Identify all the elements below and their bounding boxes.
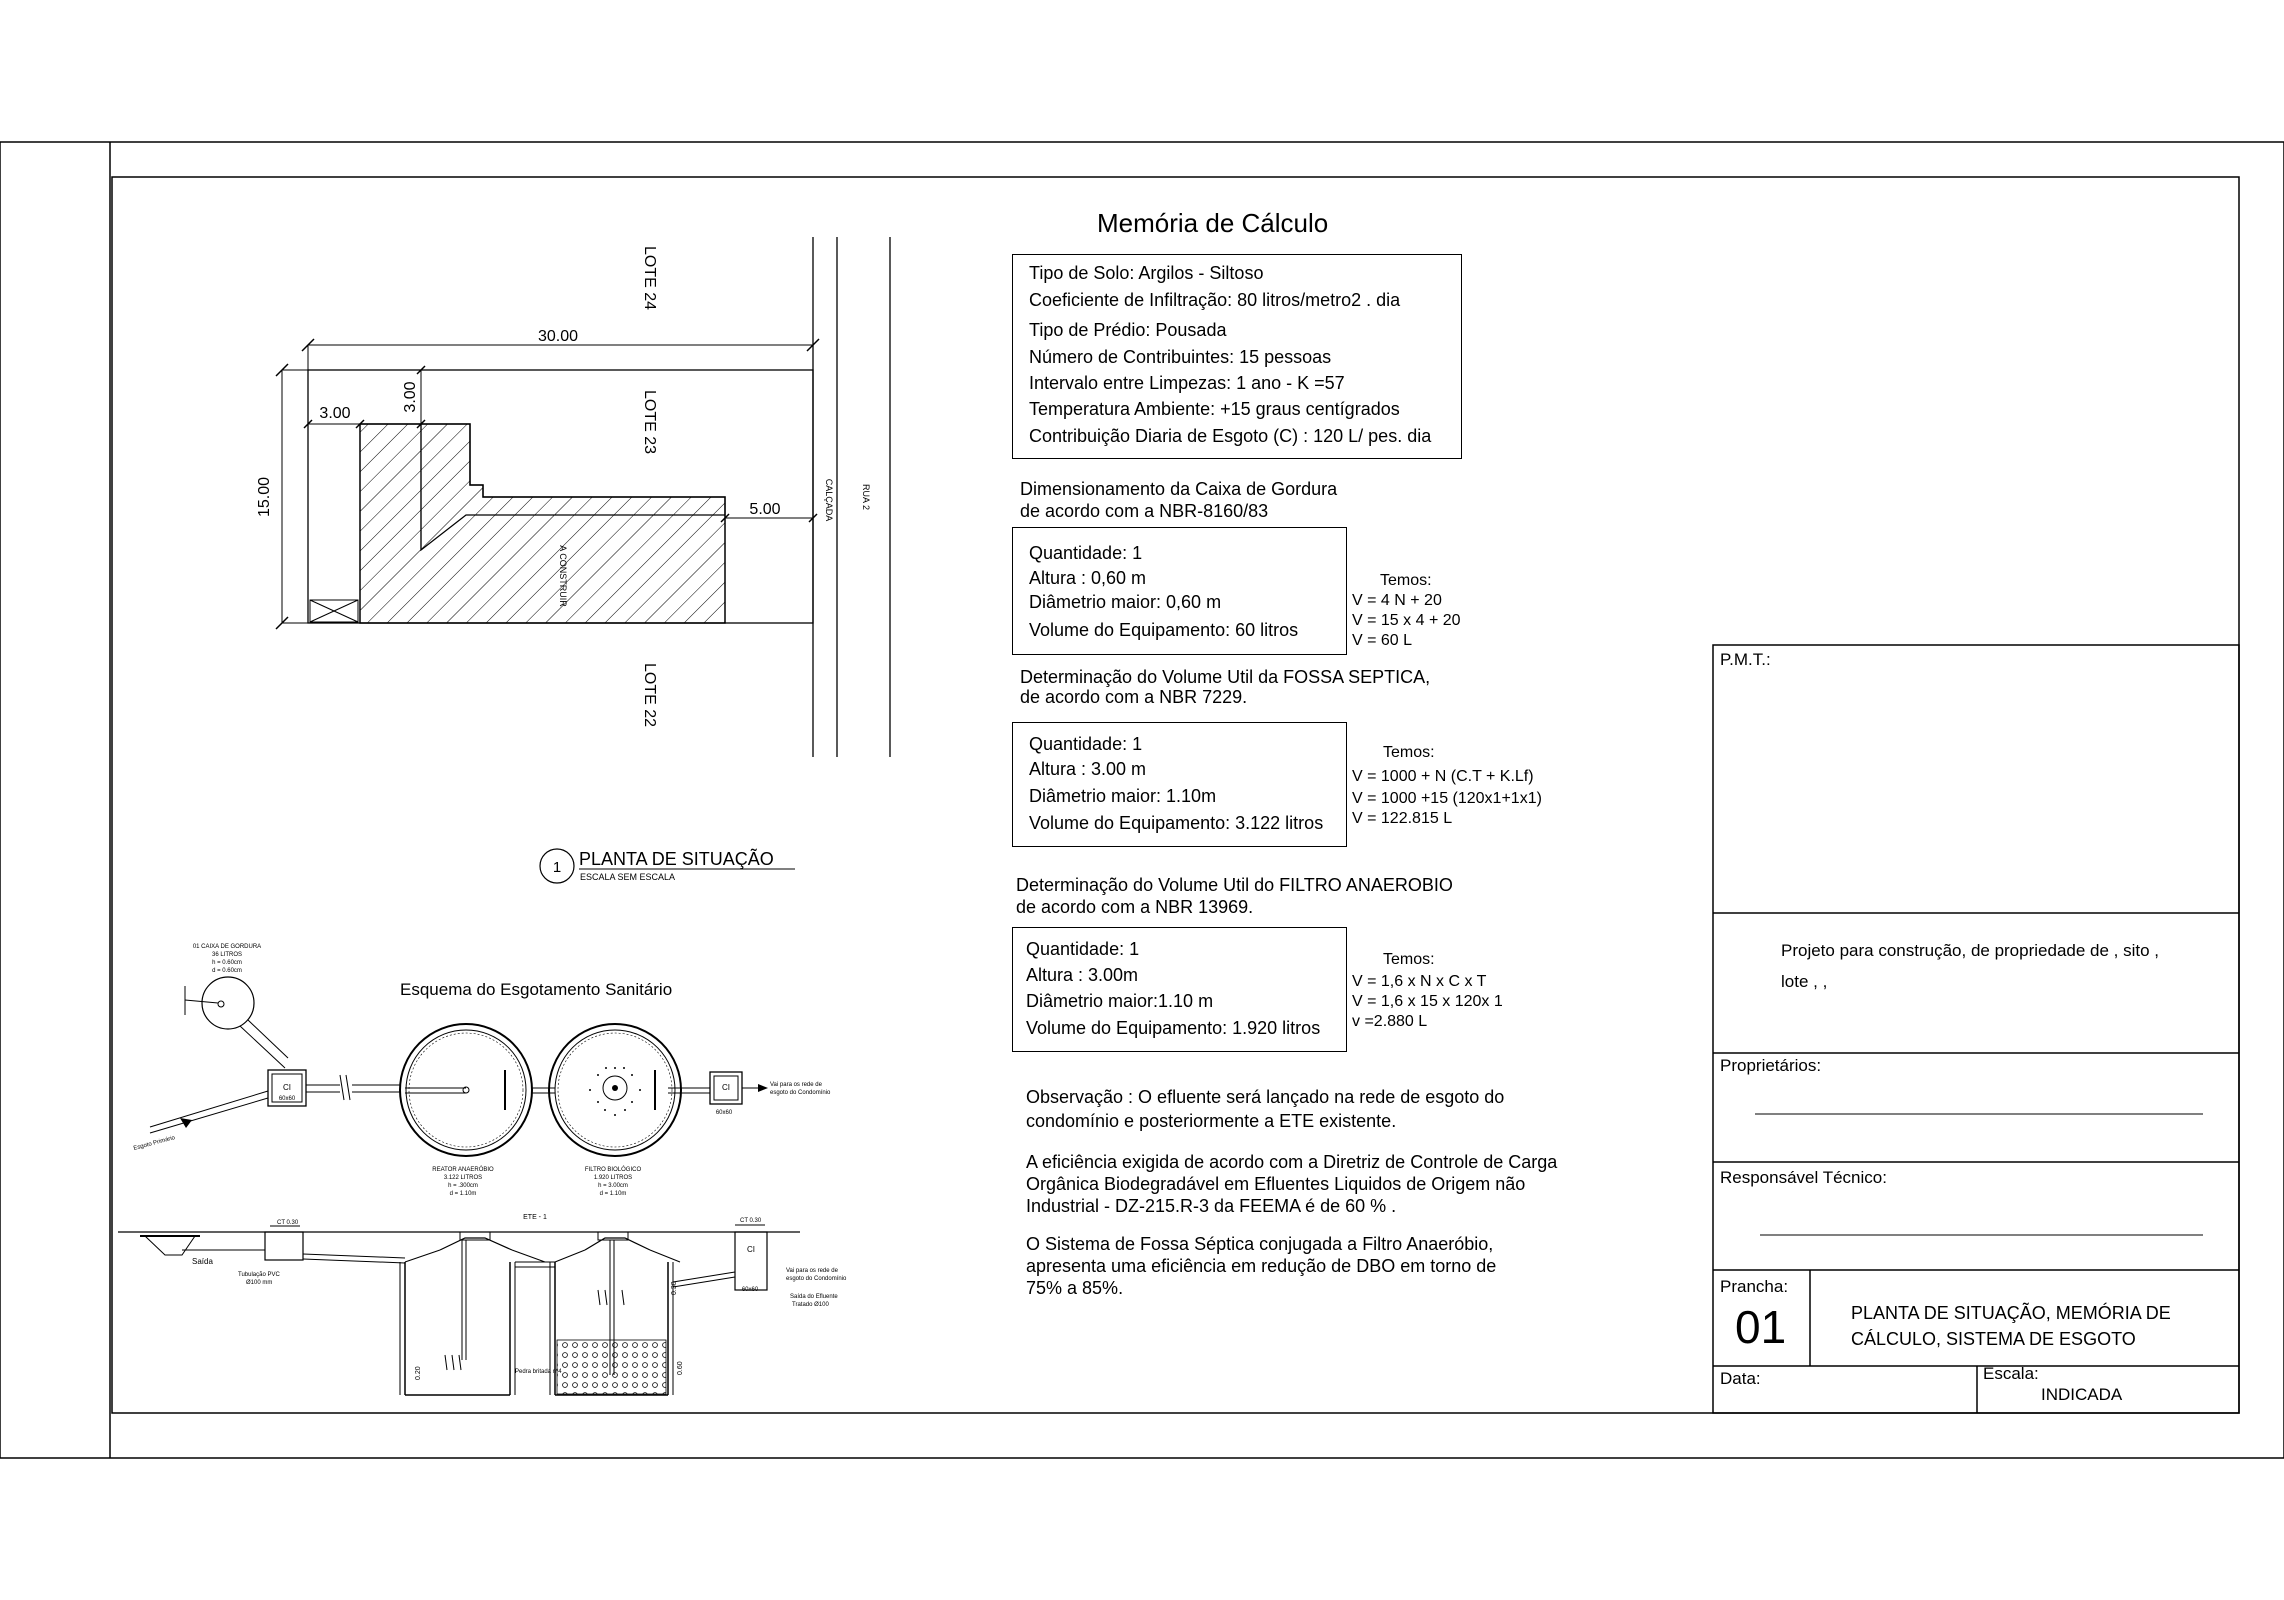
- dim-width: 30.00: [537, 328, 579, 345]
- sewage-scheme-plan: [133, 944, 831, 1197]
- scheme-title: Esquema do Esgotamento Sanitário: [400, 980, 673, 999]
- dim-height: 15.00: [256, 476, 273, 518]
- filtro-formula-3: v =2.880 L: [1352, 1013, 1428, 1030]
- dim-left: 3.00: [319, 405, 351, 422]
- vai-rede-2a: Vai para os rede de: [786, 1268, 838, 1274]
- site-plan: [256, 237, 890, 883]
- dim-right: 5.00: [749, 501, 781, 518]
- grease-box-label-3: h = 0.60cm: [212, 960, 242, 966]
- obs-3-line-3: 75% a 85%.: [1026, 1278, 1124, 1298]
- dim-060: 0.60: [677, 1361, 684, 1375]
- fossa-heading-2: de acordo com a NBR 7229.: [1020, 687, 1248, 707]
- ci-dim-2: 60x60: [715, 1110, 733, 1116]
- fossa-volume: Volume do Equipamento: 3.122 litros: [1029, 813, 1324, 833]
- data-label: Data:: [1720, 1369, 1761, 1388]
- label-lote-24: LOTE 24: [641, 245, 658, 311]
- grease-box-label-4: d = 0.60cm: [212, 968, 242, 974]
- gordura-altura: Altura : 0,60 m: [1029, 568, 1147, 588]
- label-lote-23: LOTE 23: [641, 389, 658, 455]
- responsavel-label: Responsável Técnico:: [1720, 1168, 1887, 1187]
- gordura-formula-1: V = 4 N + 20: [1352, 592, 1442, 609]
- tampa-label-1: CT 0.30: [277, 1220, 299, 1226]
- filtro-temos: Temos:: [1383, 951, 1435, 968]
- gordura-formula-2: V = 15 x 4 + 20: [1352, 612, 1461, 629]
- fossa-temos: Temos:: [1383, 744, 1435, 761]
- filtro-heading-2: de acordo com a NBR 13969.: [1016, 897, 1254, 917]
- dim-030: 0.30: [671, 1281, 678, 1295]
- prancha-label: Prancha:: [1720, 1277, 1789, 1296]
- filtro-label-4: d = 1.10m: [599, 1191, 627, 1197]
- fossa-altura: Altura : 3.00 m: [1029, 759, 1147, 779]
- prancha-number: 01: [1735, 1301, 1787, 1353]
- descricao-line-2: CÁLCULO, SISTEMA DE ESGOTO: [1851, 1329, 2136, 1349]
- vai-rede-2c: Saída do Efluente: [790, 1294, 838, 1300]
- dim-020: 0.20: [415, 1366, 422, 1380]
- ci-dim-1: 60x60: [278, 1096, 296, 1102]
- param-predio: Tipo de Prédio: Pousada: [1029, 320, 1227, 340]
- tampa-label-2: CT 0.30: [740, 1218, 762, 1224]
- reator-label-3: h = .300cm: [448, 1183, 478, 1189]
- ci-label-1: CI: [283, 1083, 291, 1092]
- gordura-volume: Volume do Equipamento: 60 litros: [1029, 620, 1299, 640]
- tubo-label-1: Tubulação PVC: [238, 1272, 280, 1278]
- gordura-heading-1: Dimensionamento da Caixa de Gordura: [1020, 479, 1338, 499]
- vai-rede-1b: esgoto do Condomínio: [770, 1090, 831, 1096]
- pmt-label: P.M.T.:: [1720, 650, 1771, 669]
- vai-rede-2b: esgoto do Condomínio: [786, 1276, 847, 1282]
- obs-2-line-1: A eficiência exigida de acordo com a Diretriz de Controle de Carga: [1026, 1152, 1558, 1172]
- escala-value: INDICADA: [2041, 1385, 2123, 1404]
- obs-1-line-1: Observação : O efluente será lançado na rede de esgoto do: [1026, 1087, 1505, 1107]
- param-contribuicao: Contribuição Diaria de Esgoto (C) : 120 L/ pes. dia: [1029, 426, 1432, 446]
- caption-number: 1: [552, 859, 562, 876]
- obs-2-line-2: Orgânica Biodegradável em Efluentes Liquidos de Origem não: [1026, 1174, 1526, 1194]
- filtro-diametro: Diâmetrio maior:1.10 m: [1026, 991, 1214, 1011]
- fossa-qtd: Quantidade: 1: [1029, 734, 1143, 754]
- filtro-label-2: 1.920 LITROS: [593, 1175, 633, 1181]
- fossa-formula-1: V = 1000 + N (C.T + K.Lf): [1352, 768, 1534, 785]
- fossa-box: [1012, 722, 1347, 847]
- reator-label-1: REATOR ANAERÓBIO: [432, 1167, 494, 1173]
- caption-scale: ESCALA SEM ESCALA: [580, 872, 676, 882]
- vai-rede-2d: Tratado Ø100: [792, 1302, 829, 1308]
- param-coef: Coeficiente de Infiltração: 80 litros/metro2 . dia: [1029, 290, 1401, 310]
- filtro-heading-1: Determinação do Volume Util do FILTRO ANAEROBIO: [1016, 875, 1453, 895]
- obs-3-line-2: apresenta uma eficiência em redução de DBO em torno de: [1026, 1256, 1497, 1276]
- reator-label-4: d = 1.10m: [449, 1191, 477, 1197]
- grease-box-label-1: 01 CAIXA DE GORDURA: [192, 944, 262, 950]
- grease-box-label-2: 36 LITROS: [211, 952, 243, 958]
- filtro-altura: Altura : 3.00m: [1026, 965, 1139, 985]
- tubo-label-2: Ø100 mm: [246, 1280, 273, 1286]
- ete-label: ETE - 1: [523, 1214, 547, 1221]
- saida-label: Saída: [192, 1257, 213, 1266]
- ci-label-2: CI: [722, 1083, 730, 1092]
- ci-label-3: CI: [747, 1245, 755, 1254]
- filtro-formula-1: V = 1,6 x N x C x T: [1352, 973, 1487, 990]
- title-block-lines: [1713, 645, 2239, 1413]
- vai-rede-1a: Vai para os rede de: [770, 1082, 822, 1088]
- obs-3-line-1: O Sistema de Fossa Séptica conjugada a Filtro Anaeróbio,: [1026, 1234, 1494, 1254]
- filtro-label-1: FILTRO BIOLÓGICO: [584, 1167, 642, 1173]
- caption-title: PLANTA DE SITUAÇÃO: [579, 849, 774, 869]
- proprietarios-label: Proprietários:: [1720, 1056, 1822, 1075]
- filtro-qtd: Quantidade: 1: [1026, 939, 1140, 959]
- pedra-label: Pedra britada nº4: [515, 1369, 562, 1375]
- label-calcada: CALÇADA: [824, 478, 834, 522]
- gordura-temos: Temos:: [1380, 572, 1432, 589]
- gordura-heading-2: de acordo com a NBR-8160/83: [1020, 501, 1269, 521]
- obs-2-line-3: Industrial - DZ-215.R-3 da FEEMA é de 60 % .: [1026, 1196, 1397, 1216]
- ci-dim-3: 60x60: [741, 1287, 759, 1293]
- label-rua: RUA 2: [861, 483, 871, 511]
- label-lote-22: LOTE 22: [641, 662, 658, 728]
- param-contribuintes: Número de Contribuintes: 15 pessoas: [1029, 347, 1332, 367]
- fossa-diametro: Diâmetrio maior: 1.10m: [1029, 786, 1217, 806]
- gordura-box: [1012, 527, 1347, 655]
- memoria-title: Memória de Cálculo: [1097, 208, 1329, 238]
- params-box: [1012, 254, 1462, 459]
- gordura-diametro: Diâmetrio maior: 0,60 m: [1029, 592, 1222, 612]
- param-temperatura: Temperatura Ambiente: +15 graus centígrados: [1029, 399, 1400, 419]
- projeto-line-1: Projeto para construção, de propriedade de , sito ,: [1781, 941, 2160, 960]
- gordura-formula-3: V = 60 L: [1352, 632, 1413, 649]
- projeto-line-2: lote , ,: [1781, 972, 1828, 991]
- building-footprint: [360, 424, 725, 623]
- param-solo: Tipo de Solo: Argilos - Siltoso: [1029, 263, 1264, 283]
- fossa-heading-1: Determinação do Volume Util da FOSSA SEPTICA,: [1020, 667, 1431, 687]
- filtro-formula-2: V = 1,6 x 15 x 120x 1: [1352, 993, 1503, 1010]
- param-intervalo: Intervalo entre Limpezas: 1 ano - K =57: [1029, 373, 1345, 393]
- filtro-label-3: h = 3.00cm: [598, 1183, 628, 1189]
- dim-top: 3.00: [402, 381, 419, 413]
- reator-label-2: 3.122 LITROS: [443, 1175, 483, 1181]
- escala-label: Escala:: [1983, 1364, 2039, 1383]
- obs-1-line-2: condomínio e posteriormente a ETE existente.: [1026, 1111, 1397, 1131]
- label-a-construir: A CONSTRUIR: [558, 545, 568, 607]
- descricao-line-1: PLANTA DE SITUAÇÃO, MEMÓRIA DE: [1851, 1303, 2171, 1323]
- input-pipe-label: Esgoto Primário: [132, 1135, 176, 1152]
- gordura-qtd: Quantidade: 1: [1029, 543, 1143, 563]
- fossa-formula-3: V = 122.815 L: [1352, 810, 1453, 827]
- filtro-box: [1012, 927, 1347, 1052]
- fossa-formula-2: V = 1000 +15 (120x1+1x1): [1352, 790, 1542, 807]
- sewage-scheme-section: [118, 1214, 847, 1395]
- filtro-volume: Volume do Equipamento: 1.920 litros: [1026, 1018, 1321, 1038]
